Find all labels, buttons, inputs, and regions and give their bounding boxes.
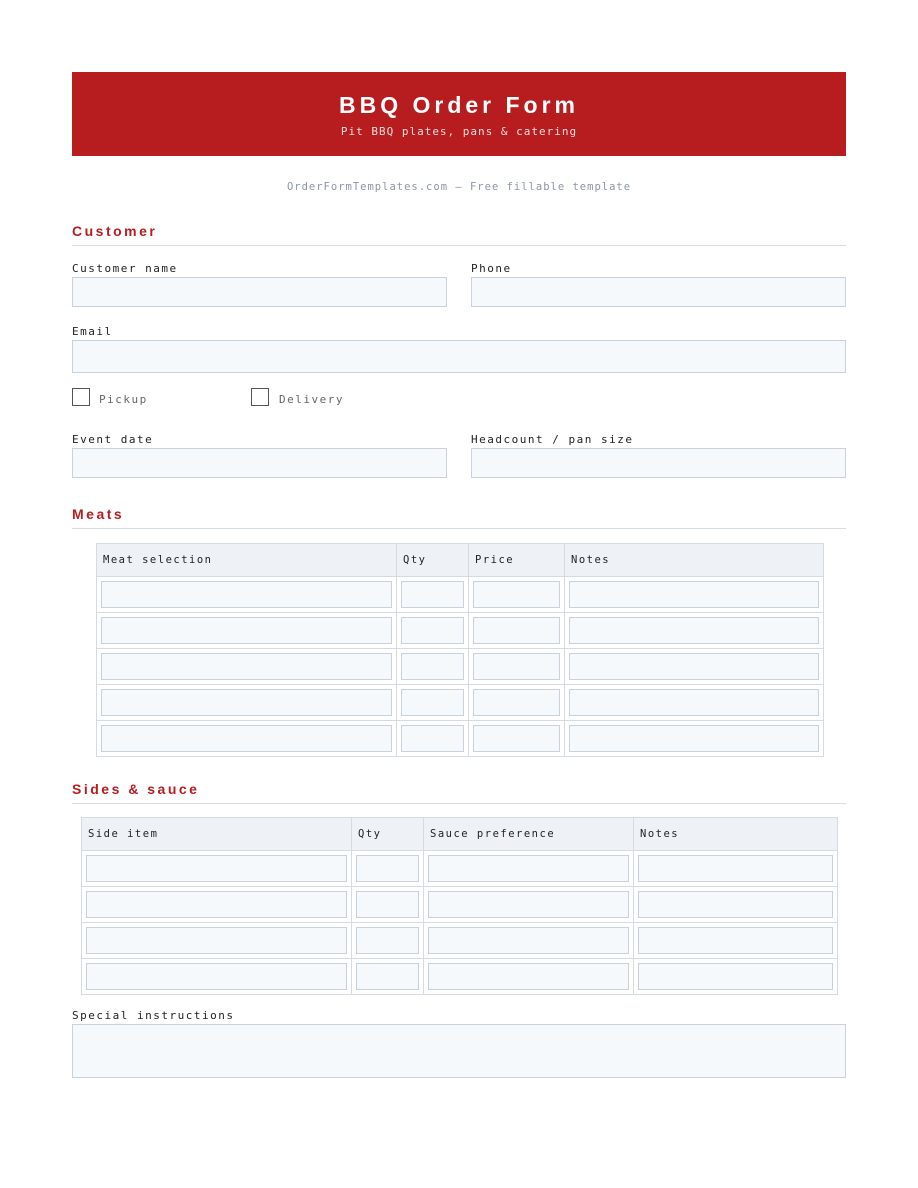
section-title-meats: Meats — [72, 506, 846, 529]
pickup-checkbox[interactable] — [72, 388, 90, 406]
email-field[interactable] — [72, 340, 846, 373]
sides-header-row — [82, 818, 838, 851]
meat-price-input[interactable] — [473, 725, 560, 752]
meat-notes-input[interactable] — [569, 617, 819, 644]
phone-label: Phone — [471, 262, 512, 275]
headcount-label: Headcount / pan size — [471, 433, 634, 446]
special-instructions-label: Special instructions — [72, 1009, 235, 1022]
sauce-preference-input[interactable] — [428, 891, 629, 918]
pickup-label: Pickup — [99, 393, 148, 406]
side-qty-input[interactable] — [356, 927, 419, 954]
customer-name-label: Customer name — [72, 262, 178, 275]
meats-col-header: Qty — [397, 544, 469, 577]
credit-line: OrderFormTemplates.com — Free fillable template — [286, 181, 632, 193]
side-item-input[interactable] — [86, 855, 347, 882]
side-item-input[interactable] — [86, 963, 347, 990]
side-qty-input[interactable] — [356, 891, 419, 918]
side-notes-input[interactable] — [638, 891, 833, 918]
event-date-field[interactable] — [72, 448, 447, 478]
headcount-field[interactable] — [471, 448, 846, 478]
header-banner — [72, 72, 846, 156]
form-subtitle: Pit BBQ plates, pans & catering — [340, 125, 578, 138]
side-notes-input[interactable] — [638, 855, 833, 882]
event-date-label: Event date — [72, 433, 154, 446]
table-row — [97, 649, 824, 685]
table-row — [97, 721, 824, 757]
table-row — [97, 577, 824, 613]
meat-qty-input[interactable] — [401, 725, 464, 752]
meat-qty-input[interactable] — [401, 617, 464, 644]
section-title-customer: Customer — [72, 223, 846, 246]
meat-notes-input[interactable] — [569, 653, 819, 680]
meat-selection-input[interactable] — [101, 689, 392, 716]
meat-selection-input[interactable] — [101, 725, 392, 752]
meat-qty-input[interactable] — [401, 653, 464, 680]
table-row — [97, 613, 824, 649]
customer-name-field[interactable] — [72, 277, 447, 307]
email-label: Email — [72, 325, 113, 338]
table-row — [82, 887, 838, 923]
phone-field[interactable] — [471, 277, 846, 307]
side-qty-input[interactable] — [356, 855, 419, 882]
side-notes-input[interactable] — [638, 963, 833, 990]
section-title-sides: Sides & sauce — [72, 781, 846, 804]
meat-selection-input[interactable] — [101, 617, 392, 644]
sauce-preference-input[interactable] — [428, 963, 629, 990]
form-title: BBQ Order Form — [338, 92, 580, 118]
table-row — [82, 959, 838, 995]
meat-price-input[interactable] — [473, 689, 560, 716]
sides-col-header: Sauce preference — [424, 818, 634, 851]
meat-qty-input[interactable] — [401, 689, 464, 716]
meat-notes-input[interactable] — [569, 725, 819, 752]
sides-table — [81, 817, 838, 995]
meats-col-header: Price — [469, 544, 565, 577]
meat-selection-input[interactable] — [101, 653, 392, 680]
side-item-input[interactable] — [86, 927, 347, 954]
table-row — [82, 851, 838, 887]
meat-notes-input[interactable] — [569, 689, 819, 716]
table-row — [97, 685, 824, 721]
meats-header-row — [97, 544, 824, 577]
side-item-input[interactable] — [86, 891, 347, 918]
meat-price-input[interactable] — [473, 653, 560, 680]
side-qty-input[interactable] — [356, 963, 419, 990]
delivery-label: Delivery — [279, 393, 344, 406]
sides-col-header: Qty — [352, 818, 424, 851]
special-instructions-field[interactable] — [72, 1024, 846, 1078]
meats-col-header: Notes — [565, 544, 824, 577]
table-row — [82, 923, 838, 959]
meat-price-input[interactable] — [473, 617, 560, 644]
meat-qty-input[interactable] — [401, 581, 464, 608]
meat-price-input[interactable] — [473, 581, 560, 608]
side-notes-input[interactable] — [638, 927, 833, 954]
sides-col-header: Notes — [634, 818, 838, 851]
meat-notes-input[interactable] — [569, 581, 819, 608]
sauce-preference-input[interactable] — [428, 927, 629, 954]
sauce-preference-input[interactable] — [428, 855, 629, 882]
meats-col-header: Meat selection — [97, 544, 397, 577]
delivery-checkbox[interactable] — [251, 388, 269, 406]
sides-col-header: Side item — [82, 818, 352, 851]
meats-table — [96, 543, 824, 757]
meat-selection-input[interactable] — [101, 581, 392, 608]
